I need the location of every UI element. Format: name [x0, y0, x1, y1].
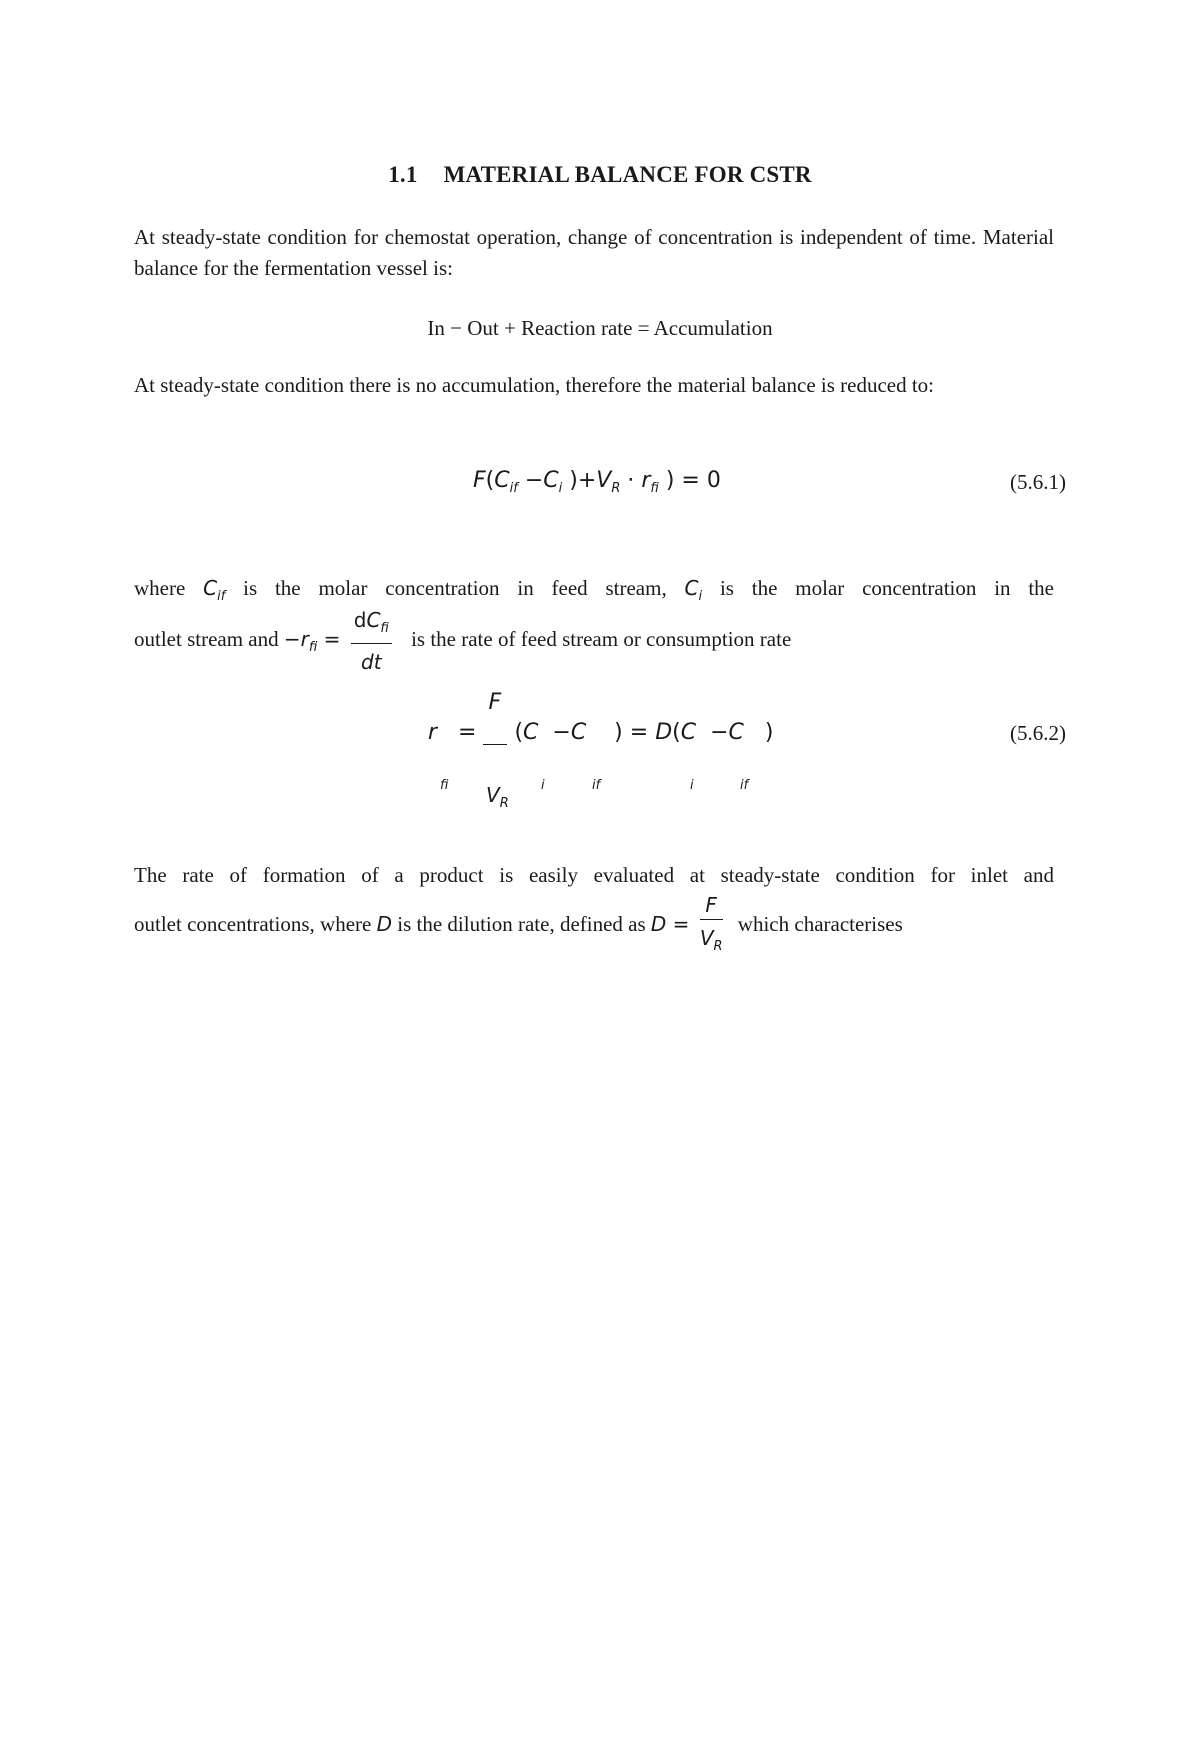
- rate-fraction: $\frac{dC_{fi}}{dt}$: [351, 608, 392, 674]
- where-text-2: is the molar concentration in feed stream,: [225, 576, 685, 600]
- section-number: 1.1: [388, 162, 418, 187]
- where-text-5: is the rate of feed stream or consumption rate: [405, 626, 792, 651]
- equation-5-6-1: $F(C_{if} -C_i$ )$+V_R \cdot r_{fi}$ ) = 0: [473, 468, 721, 496]
- where-text-3: is the molar concentration in the: [702, 576, 1055, 600]
- dilution-fraction: $\frac{F}{V_R}$: [699, 893, 723, 954]
- eq2-subscript-i-1: i: [541, 778, 545, 793]
- where-text-1: where: [134, 576, 204, 600]
- eq2-subscript-if-1: if: [592, 778, 601, 793]
- paragraph-where-line2: outlet stream and $-r_{fi}$ = $\frac{dC_{fi}}{dt}$ is the rate of feed stream or consumption rate: [134, 608, 792, 674]
- eq2-subscript-i-2: i: [690, 778, 694, 793]
- section-title: MATERIAL BALANCE FOR CSTR: [443, 162, 812, 187]
- eq2-subscript-if-2: if: [740, 778, 749, 793]
- balance-statement: In − Out + Reaction rate = Accumulation: [427, 316, 773, 340]
- dilution-text-1: outlet concentrations, where: [134, 911, 377, 936]
- paragraph-steady-state: At steady-state condition there is no accumulation, therefore the material balance is reduced to:: [134, 373, 935, 397]
- paragraph-rate-formation-line2: outlet concentrations, where D is the dilution rate, defined as D = $\frac{F}{V_R}$ which characterises: [134, 893, 1054, 959]
- paragraph-where: where $C_{if}$ is the molar concentration in feed stream, $C_i$ is the molar concentration in the: [134, 576, 1055, 604]
- where-text-4: outlet stream and: [134, 626, 284, 651]
- equation-5-6-2: r = F (C −C ) = D(C −C ): [428, 690, 774, 745]
- eq2-subscript-fi: fi: [440, 778, 449, 793]
- dilution-text-2: is the dilution rate, defined as: [391, 911, 651, 936]
- eq2-denominator: $V_R$: [486, 783, 509, 811]
- paragraph-intro: At steady-state condition for chemostat operation, change of concentration is independent of time. Material balance for the fermentation vessel is:: [134, 225, 1054, 280]
- paragraph-rate-formation: The rate of formation of a product is easily evaluated at steady-state condition for inlet and: [134, 863, 1054, 887]
- section-heading: [0, 162, 1200, 188]
- equation-number-5-6-1: (5.6.1): [1010, 470, 1066, 494]
- dilution-text-3: which characterises: [732, 911, 903, 936]
- equation-number-5-6-2: (5.6.2): [1010, 721, 1066, 745]
